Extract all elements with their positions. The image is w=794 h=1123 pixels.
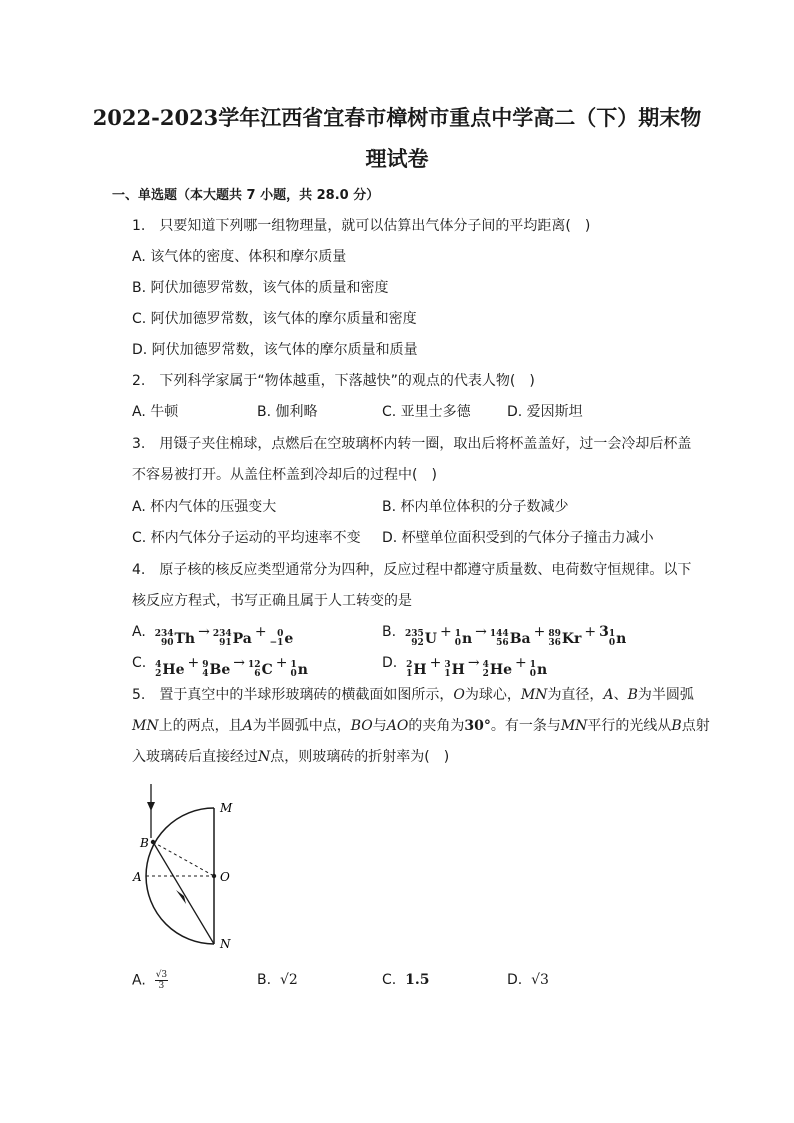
q3-option-c: C. 杯内气体分子运动的平均速率不变 [132, 530, 361, 546]
semicircle-arc [146, 808, 214, 944]
q2-stem: 2. 下列科学家属于“物体越重，下落越快”的观点的代表人物( ) [132, 373, 535, 389]
q3-option-d: D. 杯壁单位面积受到的气体分子撞击力减小 [382, 530, 654, 546]
label-n: N [220, 937, 231, 951]
q2-option-b: B. 伽利略 [257, 404, 318, 420]
q4-stem-line1: 4. 原子核的核反应类型通常分为四种，反应过程中都遵守质量数、电荷数守恒规律。以下 [132, 562, 692, 578]
label-a: A [133, 870, 142, 884]
point-o [212, 874, 216, 878]
refracted-ray-arrowhead [176, 890, 186, 904]
q5-option-a: A. $\frac{√3}{3}$ [132, 970, 168, 991]
q5-option-d: D. √3 [507, 972, 549, 988]
q4-option-d-label: D. [382, 655, 398, 671]
q5-option-c: C. 1.5 [382, 972, 430, 988]
q3-option-a: A. 杯内气体的压强变大 [132, 499, 277, 515]
nuclide-he: 4 2 He [155, 660, 185, 679]
q2-option-c: C. 亚里士多德 [382, 404, 471, 420]
q3-option-b: B. 杯内单位体积的分子数减少 [382, 499, 569, 515]
q4-stem-line2: 核反应方程式，书写正确且属于人工转变的是 [132, 593, 412, 609]
nuclide-u: 235 92 U [404, 629, 437, 648]
q4-option-b-label: B. [382, 624, 397, 640]
nuclide-n: 1 0 n [529, 660, 548, 679]
label-b: B [140, 836, 149, 850]
q1-option-b: B. 阿伏加德罗常数，该气体的质量和密度 [132, 280, 389, 296]
q4-option-b: B. 235 92 U + 1 0 n → 144 56 Ba + 89 36 Kr + 3 1 0 n [382, 624, 627, 648]
nuclide-th: 234 90 Th [154, 629, 196, 648]
nuclide-he: 4 2 He [482, 660, 513, 679]
q2-option-a: A. 牛顿 [132, 404, 179, 420]
q4-option-c-label: C. [132, 655, 147, 671]
nuclide-c: 12 6 C [248, 660, 273, 679]
q1-stem: 1. 只要知道下列哪一组物理量，就可以估算出气体分子间的平均距离( ) [132, 218, 591, 234]
nuclide-kr: 89 36 Kr [548, 629, 582, 648]
q4-option-a: A. 234 90 Th → 234 91 Pa + 0 −1 e [132, 624, 294, 648]
nuclide-h3: 3 1 H [444, 660, 465, 679]
semicircle-glass-diagram [128, 780, 248, 955]
fraction-root3-over-3: $\frac{√3}{3}$ [155, 970, 168, 991]
nuclide-n: 1 0 n [290, 660, 308, 679]
refracted-ray [153, 842, 214, 944]
q5-stem-line3: 入玻璃砖后直接经过N点，则玻璃砖的折射率为( ) [132, 749, 450, 765]
section-heading: 一、单选题（本大题共 7 小题，共 28.0 分） [112, 188, 380, 203]
q4-option-d: D. 2 1 H + 3 1 H → 4 2 He + 1 0 n [382, 655, 548, 679]
dashed-line-bo [153, 842, 214, 876]
point-b [151, 840, 155, 844]
q4-option-c: C. 4 2 He + 9 4 Be → 12 6 C + 1 0 n [132, 655, 308, 679]
q5-stem-line1: 5. 置于真空中的半球形玻璃砖的横截面如图所示，O为球心，MN为直径，A、B为半圆弧 [132, 687, 694, 703]
nuclide-be: 9 4 Be [202, 660, 231, 679]
nuclide-e: 0 −1 e [269, 629, 294, 648]
q2-option-d: D. 爱因斯坦 [507, 404, 583, 420]
exam-title-line1: 2022-2023学年江西省宜春市樟树市重点中学高二（下）期末物 [92, 105, 702, 130]
q1-option-d: D. 阿伏加德罗常数，该气体的摩尔质量和质量 [132, 342, 418, 358]
nuclide-n: 1 0 n [454, 629, 473, 648]
q1-option-c: C. 阿伏加德罗常数，该气体的摩尔质量和密度 [132, 311, 417, 327]
q3-stem-line1: 3. 用镊子夹住棉球，点燃后在空玻璃杯内转一圈，取出后将杯盖盖好，过一会冷却后杯盖 [132, 436, 692, 452]
nuclide-ba: 144 56 Ba [489, 629, 531, 648]
nuclide-n: 1 0 n [608, 629, 627, 648]
exam-title-line2: 理试卷 [365, 146, 429, 171]
label-m: M [220, 801, 233, 815]
q1-option-a: A. 该气体的密度、体积和摩尔质量 [132, 249, 347, 265]
label-o: O [220, 870, 230, 884]
nuclide-pa: 234 91 Pa [212, 629, 252, 648]
q5-stem-line2: MN上的两点，且A为半圆弧中点，BO与AO的夹角为30°。有一条与MN平行的光线从B点射 [132, 718, 710, 734]
incident-ray-arrowhead [147, 802, 155, 811]
nuclide-h2: 2 1 H [406, 660, 427, 679]
q4-option-a-label: A. [132, 624, 146, 640]
q3-stem-line2: 不容易被打开。从盖住杯盖到冷却后的过程中( ) [132, 467, 437, 483]
q5-option-b: B. √2 [257, 972, 298, 988]
